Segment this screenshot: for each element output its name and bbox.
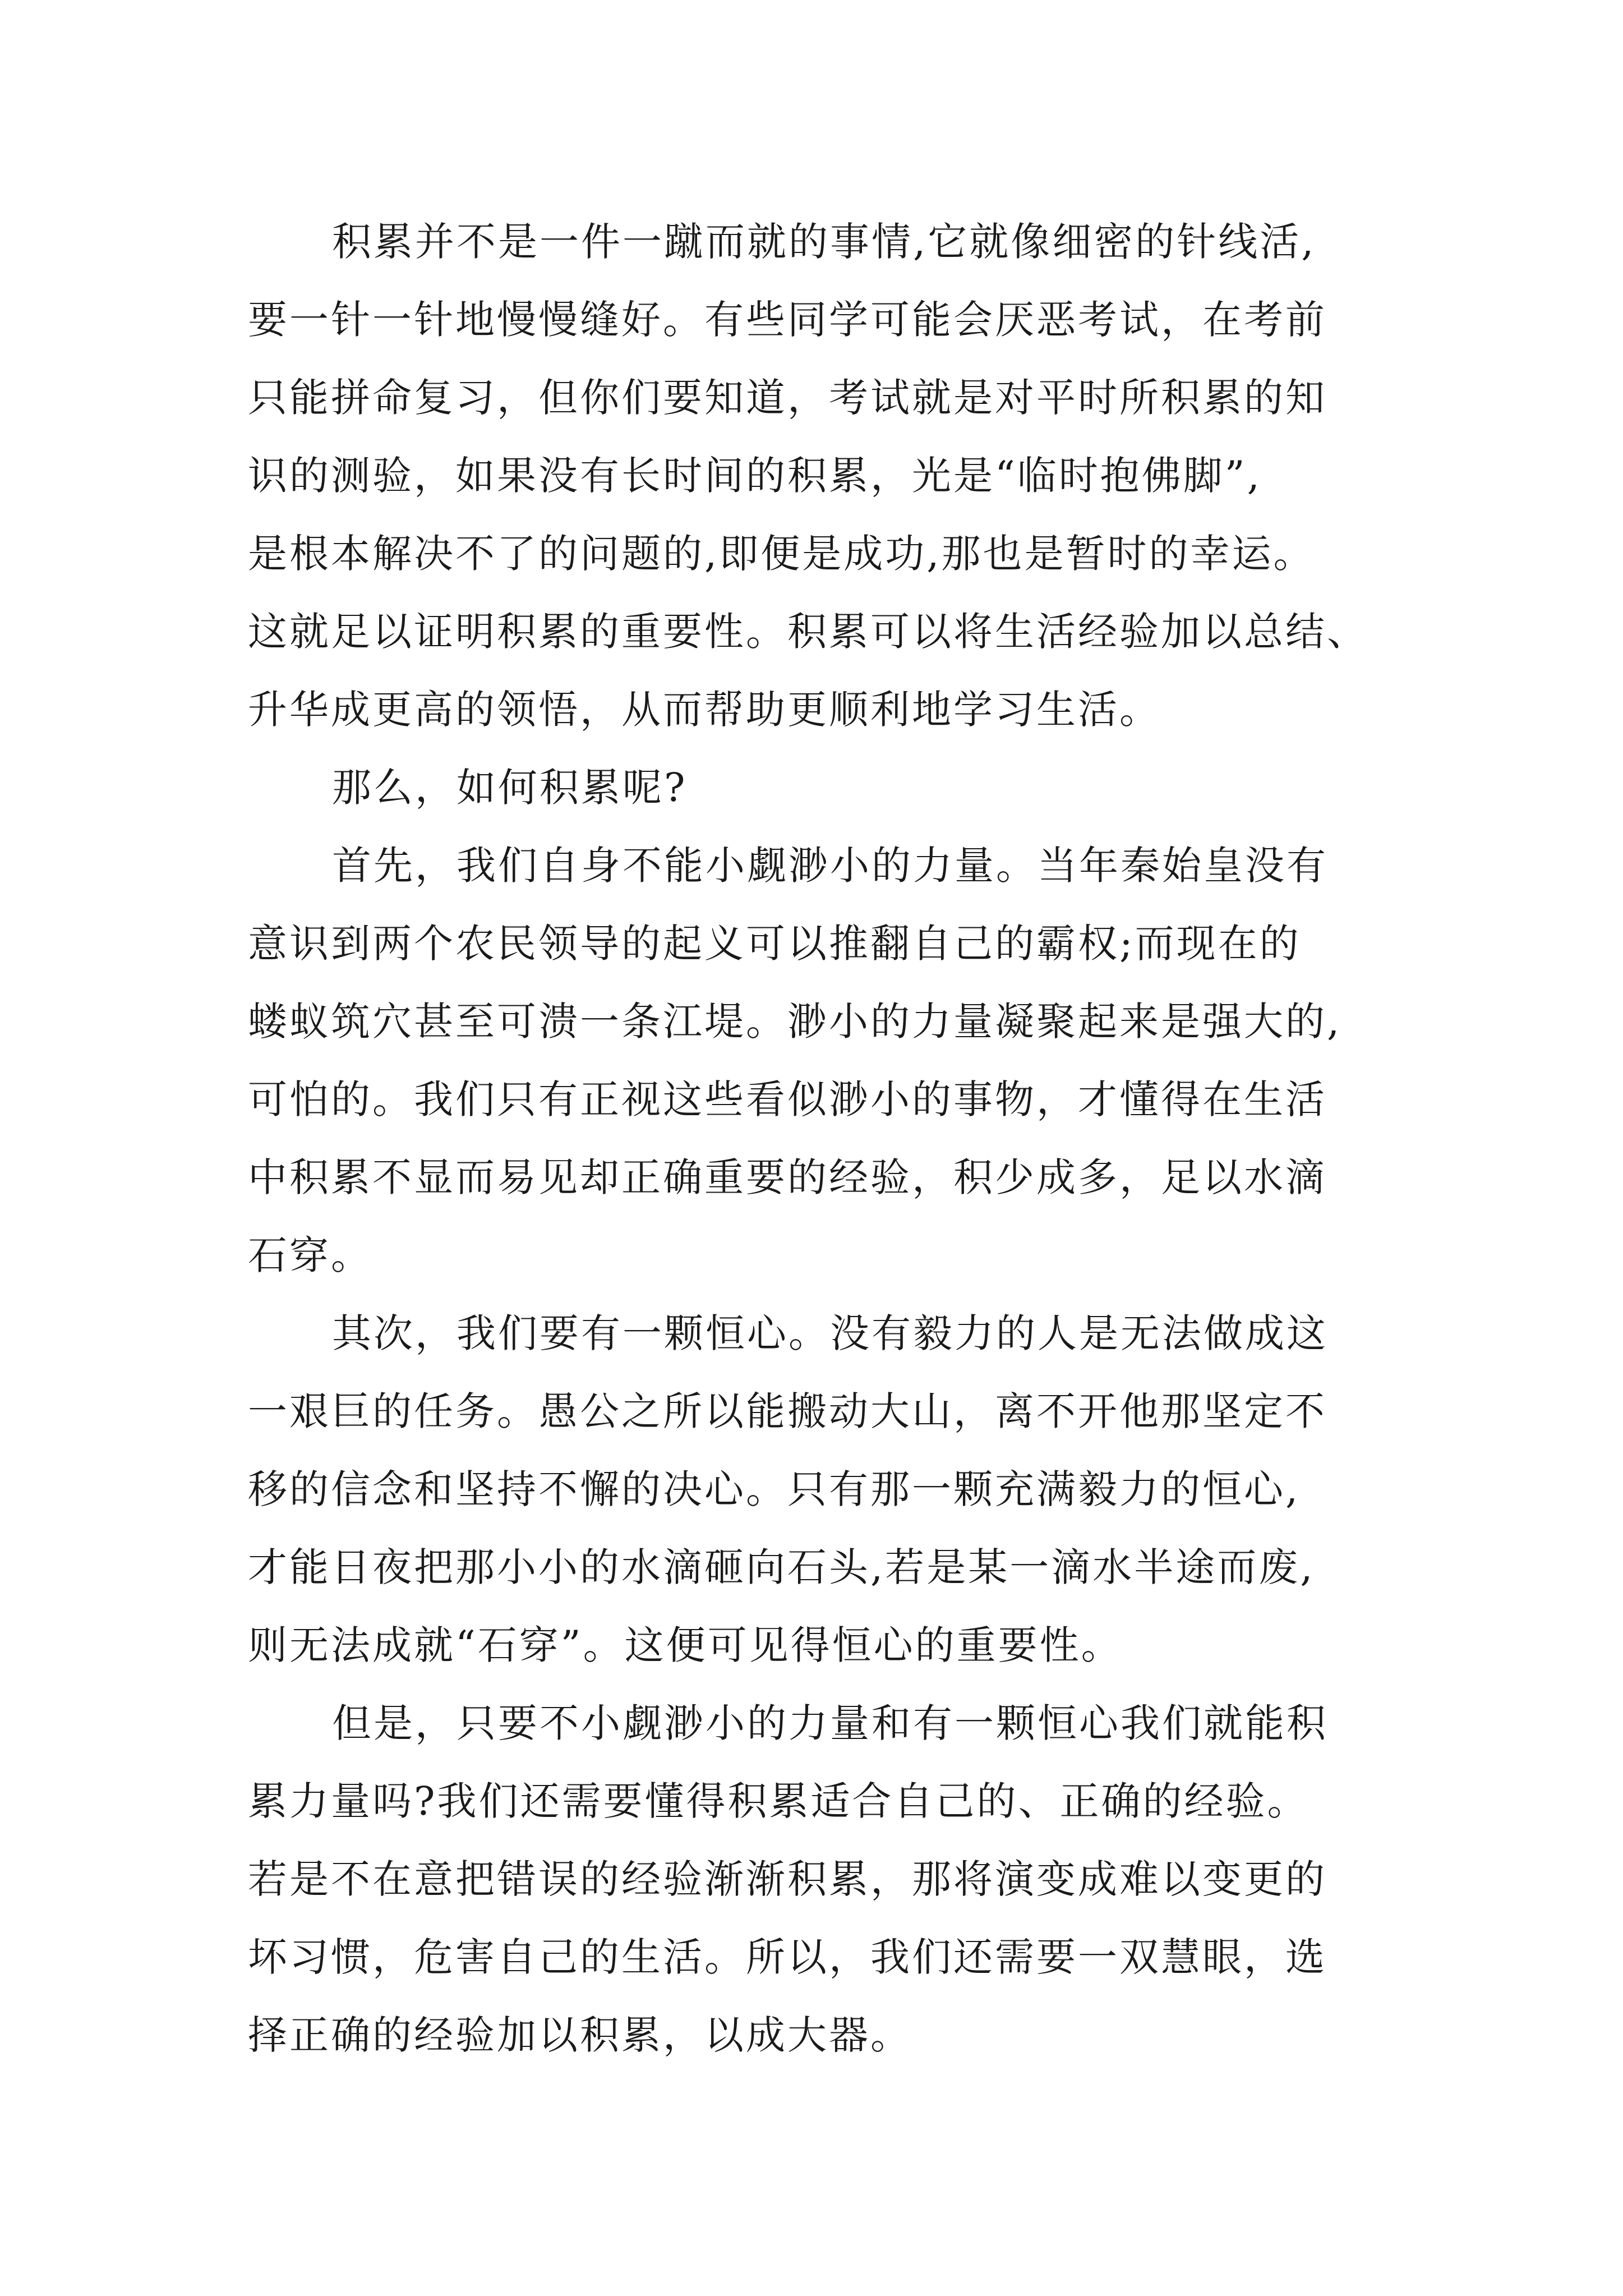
text-line: 只能拼命复习，但你们要知道，考试就是对平时所积累的知 <box>248 375 1327 421</box>
text-line: 升华成更高的领悟，从而帮助更顺利地学习生活。 <box>248 687 1161 733</box>
text-line: 蝼蚁筑穴甚至可溃一条江堤。渺小的力量凝聚起来是强大的, <box>248 999 1342 1045</box>
text-line: 是根本解决不了的问题的,即便是成功,那也是暂时的幸运。 <box>248 531 1315 577</box>
text-line: 可怕的。我们只有正视这些看似渺小的事物，才懂得在生活 <box>248 1076 1327 1122</box>
text-line: 识的测验，如果没有长时间的积累，光是“临时抱佛脚”, <box>248 453 1262 499</box>
text-line: 积累并不是一件一蹴而就的事情,它就像细密的针线活, <box>332 219 1316 265</box>
text-line: 若是不在意把错误的经验渐渐积累，那将演变成难以变更的 <box>248 1856 1327 1902</box>
text-line: 这就足以证明积累的重要性。积累可以将生活经验加以总结、 <box>248 609 1368 655</box>
text-line: 一艰巨的任务。愚公之所以能搬动大山，离不开他那坚定不 <box>248 1388 1327 1434</box>
text-line: 才能日夜把那小小的水滴砸向石头,若是某一滴水半途而废, <box>248 1544 1315 1590</box>
document-body <box>248 203 1431 2074</box>
text-line: 累力量吗?我们还需要懂得积累适合自己的、正确的经验。 <box>248 1778 1309 1824</box>
text-line: 择正确的经验加以积累，以成大器。 <box>248 2012 912 2058</box>
text-line: 其次，我们要有一颗恒心。没有毅力的人是无法做成这 <box>332 1310 1328 1356</box>
text-line: 中积累不显而易见却正确重要的经验，积少成多，足以水滴 <box>248 1154 1327 1200</box>
text-line: 移的信念和坚持不懈的决心。只有那一颗充满毅力的恒心, <box>248 1466 1301 1512</box>
text-line: 坏习惯，危害自己的生活。所以，我们还需要一双慧眼，选 <box>248 1934 1327 1980</box>
text-line: 则无法成就“石穿”。这便可见得恒心的重要性。 <box>248 1622 1123 1668</box>
text-line: 那么，如何积累呢? <box>332 765 688 811</box>
text-line: 但是，只要不小觑渺小的力量和有一颗恒心我们就能积 <box>332 1700 1328 1746</box>
text-line: 意识到两个农民领导的起义可以推翻自己的霸权;而现在的 <box>248 921 1301 967</box>
text-line: 首先，我们自身不能小觑渺小的力量。当年秦始皇没有 <box>332 843 1328 889</box>
text-line: 石穿。 <box>248 1232 372 1278</box>
text-line: 要一针一针地慢慢缝好。有些同学可能会厌恶考试，在考前 <box>248 297 1327 343</box>
